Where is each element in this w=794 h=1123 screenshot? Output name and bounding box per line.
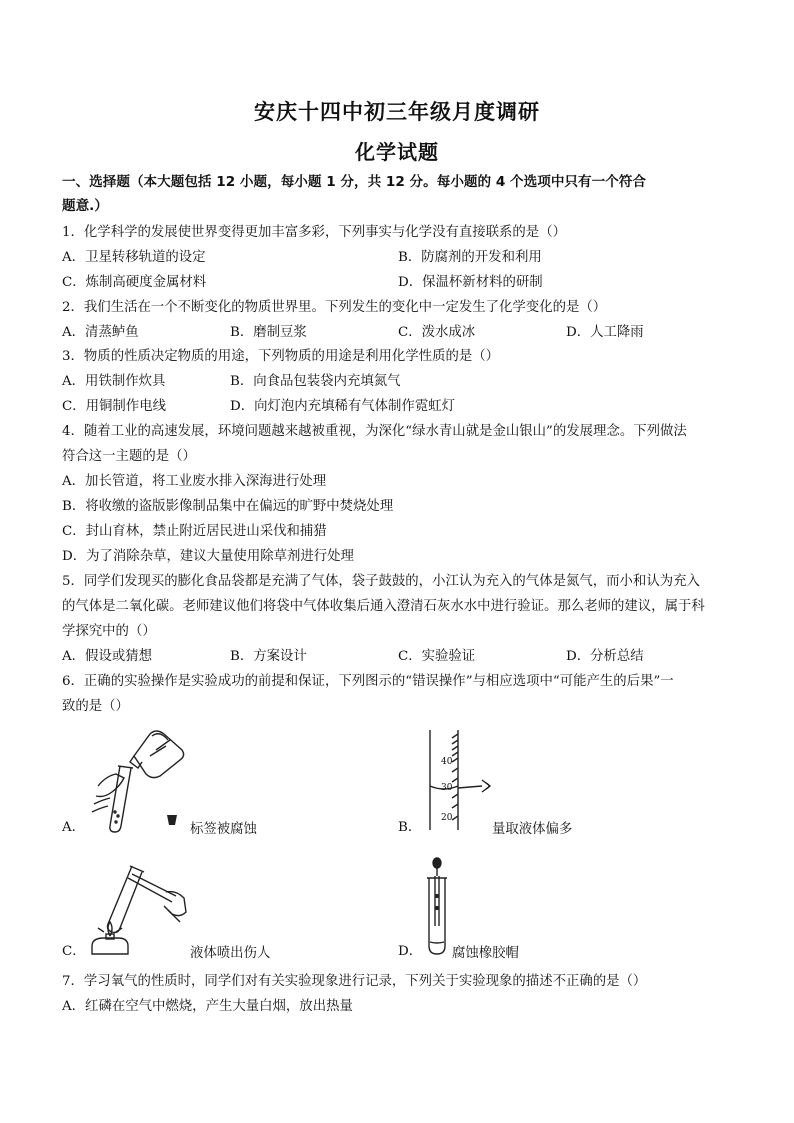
question-2-stem: 2．我们生活在一个不断变化的物质世界里。下列发生的变化中一定发生了化学变化的是（） xyxy=(62,300,607,315)
question-2-option-d: D．人工降雨 xyxy=(566,325,644,340)
question-4-option-b: B．将收缴的盗版影像制品集中在偏远的旷野中焚烧处理 xyxy=(62,499,394,514)
heating-test-tube-figure xyxy=(88,862,188,958)
question-2-option-a: A．清蒸鲈鱼 xyxy=(62,325,139,340)
question-4-option-d: D．为了消除杂草，建议大量使用除草剂进行处理 xyxy=(62,549,354,564)
question-3-option-d: D．向灯泡内充填稀有气体制作霓虹灯 xyxy=(230,399,455,414)
question-3-option-a: A．用铁制作炊具 xyxy=(62,374,166,389)
question-1-stem: 1．化学科学的发展使世界变得更加丰富多彩，下列事实与化学没有直接联系的是（） xyxy=(62,225,566,240)
question-7-option-a: A．红磷在空气中燃烧，产生大量白烟，放出热量 xyxy=(62,999,353,1014)
question-7-stem: 7．学习氧气的性质时，同学们对有关实验现象进行记录，下列关于实验现象的描述不正确的是（） xyxy=(62,974,647,989)
question-6-option-d-label: D． xyxy=(398,944,423,959)
question-6-stem-cont: 致的是（） xyxy=(62,699,129,714)
question-3-option-b: B．向食品包装袋内充填氮气 xyxy=(230,374,401,389)
question-5-option-c: C．实验验证 xyxy=(398,649,476,664)
cylinder-tick-20: 20 xyxy=(441,813,453,823)
bottle-stopper-icon xyxy=(164,812,180,828)
question-3-stem: 3．物质的性质决定物质的用途，下列物质的用途是利用化学性质的是（） xyxy=(62,349,500,364)
question-1-option-b: B．防腐剂的开发和利用 xyxy=(398,250,542,265)
question-3-option-c: C．用铜制作电线 xyxy=(62,399,166,414)
question-6-option-c-text: 液体喷出伤人 xyxy=(190,946,271,961)
question-1-option-c: C．炼制高硬度金属材料 xyxy=(62,275,207,290)
question-2-option-b: B．磨制豆浆 xyxy=(230,325,307,340)
question-6-stem: 6．正确的实验操作是实验成功的前提和保证，下列图示的“错误操作”与相应选项中“可能产生的后果”一 xyxy=(62,674,674,689)
graduated-cylinder-figure xyxy=(420,728,500,834)
question-2-option-c: C．泼水成冰 xyxy=(398,325,476,340)
question-4-option-c: C．封山育林，禁止附近居民进山采伐和捕猎 xyxy=(62,524,327,539)
question-6-option-c-label: C． xyxy=(62,944,86,959)
section-heading-cont: 题意.） xyxy=(62,198,108,214)
question-6-option-b-label: B． xyxy=(398,820,422,835)
cylinder-tick-30: 30 xyxy=(441,783,453,793)
question-5-option-b: B．方案设计 xyxy=(230,649,307,664)
page-title: 安庆十四中初三年级月度调研 xyxy=(254,100,540,124)
question-5-stem: 5．同学们发现买的膨化食品袋都是充满了气体，袋子鼓鼓的，小江认为充入的气体是氮气，而小和认为充入 xyxy=(62,574,700,589)
section-heading: 一、选择题（本大题包括 12 小题，每小题 1 分，共 12 分。每小题的 4 个选项中只有一个符合 xyxy=(62,174,646,190)
page-subtitle: 化学试题 xyxy=(355,140,439,164)
question-4-option-a: A．加长管道，将工业废水排入深海进行处理 xyxy=(62,474,327,489)
question-6-option-d-text: 腐蚀橡胶帽 xyxy=(452,946,519,961)
question-6-option-a-text: 标签被腐蚀 xyxy=(190,822,257,837)
question-6-option-b-text: 量取液体偏多 xyxy=(492,822,573,837)
question-1-option-d: D．保温杯新材料的研制 xyxy=(398,275,543,290)
question-5-stem-cont2: 学探究中的（） xyxy=(62,624,156,639)
question-1-option-a: A．卫星转移轨道的设定 xyxy=(62,250,206,265)
question-6-option-a-label: A． xyxy=(62,820,86,835)
question-5-stem-cont: 的气体是二氧化碳。老师建议他们将袋中气体收集后通入澄清石灰水水中进行验证。那么老师的建议，属于科 xyxy=(62,599,705,614)
dropper-test-tube-figure xyxy=(424,856,450,956)
cylinder-tick-40: 40 xyxy=(441,757,453,767)
question-5-option-d: D．分析总结 xyxy=(566,649,644,664)
question-5-option-a: A．假设或猜想 xyxy=(62,649,153,664)
question-4-stem: 4．随着工业的高速发展，环境问题越来越被重视，为深化“绿水青山就是金山银山”的发展理念。下列做法 xyxy=(62,424,687,439)
question-4-stem-cont: 符合这一主题的是（） xyxy=(62,449,196,464)
